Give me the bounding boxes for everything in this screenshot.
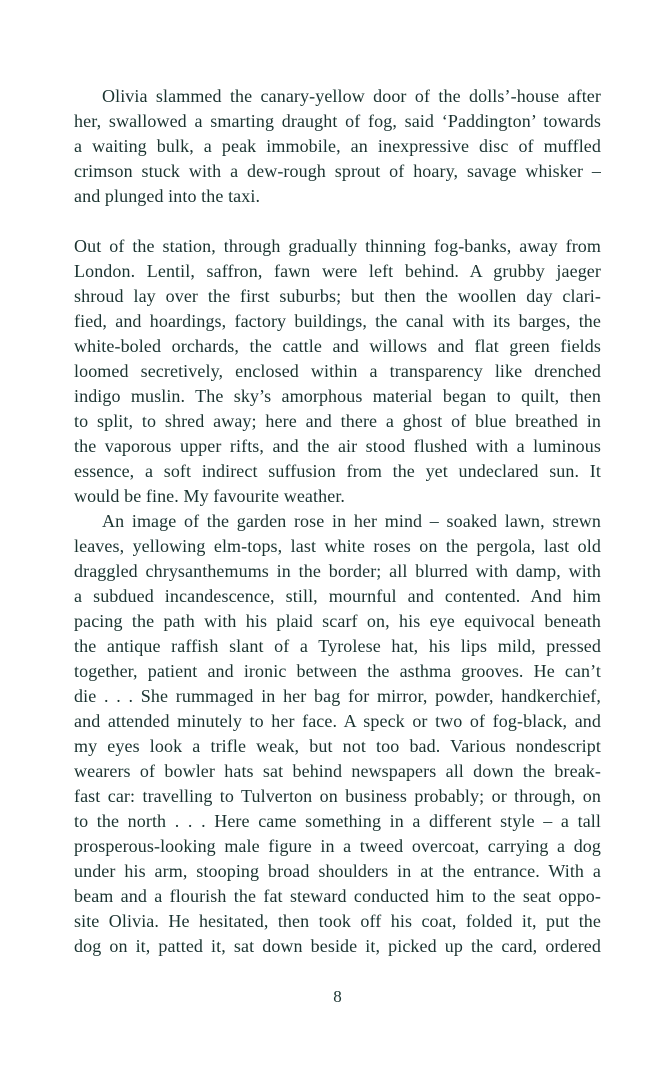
text-line: beam and a flourish the fat steward conducted him to the seat oppo- — [74, 886, 601, 906]
text-line: the vaporous upper rifts, and the air stood flushed with a luminous — [74, 436, 601, 456]
text-line: fast car: travelling to Tulverton on business probably; or through, on — [74, 786, 601, 806]
paragraph — [74, 84, 601, 209]
text-line: draggled chrysanthemums in the border; all blurred with damp, with — [74, 561, 601, 581]
text-line: a subdued incandescence, still, mournful and contented. And him — [74, 586, 601, 606]
text-line: together, patient and ironic between the asthma grooves. He can’t — [74, 661, 601, 681]
text-line: leaves, yellowing elm-tops, last white roses on the pergola, last old — [74, 536, 601, 556]
text-line: to split, to shred away; here and there a ghost of blue breathed in — [74, 411, 601, 431]
text-line: loomed secretively, enclosed within a transparency like drenched — [74, 361, 601, 381]
text-line: her, swallowed a smarting draught of fog, said ‘Paddington’ towards — [74, 111, 601, 131]
text-line: crimson stuck with a dew-rough sprout of hoary, savage whisker – — [74, 161, 601, 181]
page-number: 8 — [333, 987, 342, 1006]
text-line: dog on it, patted it, sat down beside it, picked up the card, ordered — [74, 936, 601, 956]
text-line: a waiting bulk, a peak immobile, an inexpressive disc of muffled — [74, 136, 601, 156]
text-line: Olivia slammed the canary-yellow door of the dolls’-house after — [102, 86, 601, 106]
text-line: London. Lentil, saffron, fawn were left behind. A grubby jaeger — [74, 261, 601, 281]
text-line: indigo muslin. The sky’s amorphous material began to quilt, then — [74, 386, 601, 406]
text-line: Out of the station, through gradually thinning fog-banks, away from — [74, 236, 601, 256]
text-block — [74, 84, 601, 959]
text-line: would be fine. My favourite weather. — [74, 486, 346, 506]
text-line: site Olivia. He hesitated, then took off his coat, folded it, put the — [74, 911, 601, 931]
paragraph — [74, 509, 601, 959]
paragraph — [74, 234, 601, 509]
text-line: to the north . . . Here came something in a different style – a tall — [74, 811, 601, 831]
text-line: pacing the path with his plaid scarf on, his eye equivocal beneath — [74, 611, 601, 631]
text-line: shroud lay over the first suburbs; but then the woollen day clari- — [74, 286, 601, 306]
text-line: wearers of bowler hats sat behind newspapers all down the break- — [74, 761, 601, 781]
text-line: fied, and hoardings, factory buildings, the canal with its barges, the — [74, 311, 601, 331]
text-line: my eyes look a trifle weak, but not too bad. Various nondescript — [74, 736, 601, 756]
text-line: prosperous-looking male figure in a tweed overcoat, carrying a dog — [74, 836, 601, 856]
text-line: essence, a soft indirect suffusion from the yet undeclared sun. It — [74, 461, 601, 481]
text-line: An image of the garden rose in her mind – soaked lawn, strewn — [102, 511, 601, 531]
text-line: under his arm, stooping broad shoulders in at the entrance. With a — [74, 861, 601, 881]
text-line: and attended minutely to her face. A speck or two of fog-black, and — [74, 711, 601, 731]
text-line: white-boled orchards, the cattle and willows and flat green fields — [74, 336, 601, 356]
text-line: the antique raffish slant of a Tyrolese hat, his lips mild, pressed — [74, 636, 601, 656]
text-line: die . . . She rummaged in her bag for mirror, powder, handkerchief, — [74, 686, 601, 706]
text-line: and plunged into the taxi. — [74, 186, 261, 206]
